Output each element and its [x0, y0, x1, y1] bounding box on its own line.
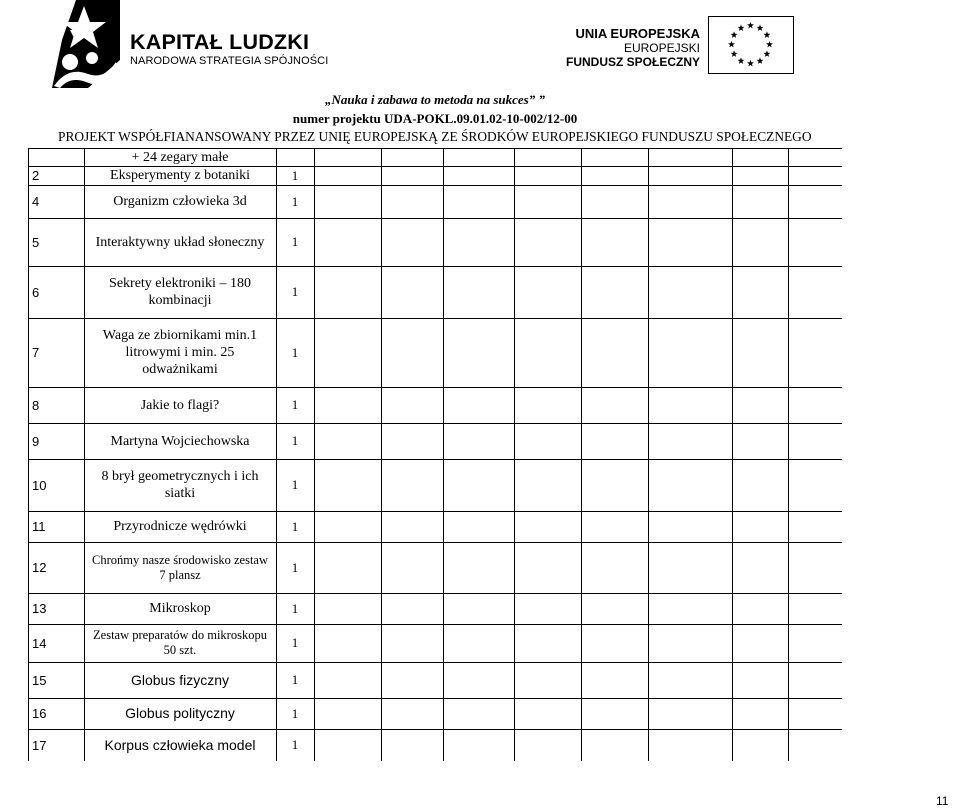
- item-name: Chrońmy nasze środowisko zestaw 7 plansz: [91, 552, 268, 582]
- eu-logo-line1: UNIA EUROPEJSKA: [575, 26, 700, 41]
- item-name: Organizm człowieka 3d: [113, 194, 247, 209]
- item-name: Mikroskop: [149, 601, 211, 616]
- item-name: Korpus człowieka model: [104, 736, 256, 753]
- row-number: 8: [32, 397, 40, 413]
- kapital-ludzki-logo: [48, 0, 328, 88]
- row-number: 7: [32, 345, 40, 360]
- item-quantity: 1: [291, 234, 299, 249]
- item-quantity: 1: [291, 559, 299, 575]
- row-number: 15: [32, 672, 47, 688]
- page-number: 11: [936, 794, 949, 808]
- item-quantity: 1: [291, 705, 299, 721]
- row-number: [28, 148, 84, 166]
- kapital-ludzki-subtitle: NARODOWA STRATEGIA SPÓJNOŚCI: [130, 55, 329, 67]
- item-name: + 24 zegary małe: [131, 149, 229, 165]
- row-number: 14: [32, 635, 47, 651]
- eu-logo-line2: EUROPEJSKI: [623, 41, 700, 55]
- row-number: 2: [32, 168, 40, 183]
- item-name: Martyna Wojciechowska: [110, 433, 250, 449]
- row-number: 17: [32, 737, 47, 753]
- item-name: Zestaw preparatów do mikroskopu 50 szt.: [93, 628, 267, 657]
- item-quantity: [276, 148, 314, 166]
- equipment-table: [28, 148, 842, 761]
- item-name: Przyrodnicze wędrówki: [113, 519, 247, 534]
- item-quantity: 1: [291, 635, 299, 650]
- item-quantity: 1: [291, 672, 299, 687]
- row-number: 12: [32, 560, 47, 575]
- item-name: Waga ze zbiornikami min.1 litrowymi i min. 25 odważnikami: [102, 328, 258, 377]
- row-number: 6: [32, 284, 40, 300]
- item-quantity: 1: [291, 397, 299, 412]
- row-number: 5: [32, 234, 40, 250]
- eu-flag-icon: [708, 16, 794, 74]
- project-number: numer projektu UDA-POKL.09.01.02-10-002/12-00: [292, 111, 578, 126]
- eu-logo-line3: FUNDUSZ SPOŁECZNY: [565, 55, 700, 69]
- item-name: 8 brył geometrycznych i ich siatki: [101, 469, 259, 501]
- item-name: Jakie to flagi?: [140, 397, 220, 413]
- row-number: 13: [32, 601, 47, 616]
- item-quantity: 1: [291, 600, 299, 616]
- kapital-ludzki-emblem-icon: [48, 0, 120, 88]
- item-quantity: 1: [291, 737, 299, 752]
- kapital-ludzki-title: KAPITAŁ LUDZKI: [130, 30, 310, 54]
- row-number: 10: [32, 477, 47, 493]
- item-name: Globus polityczny: [125, 705, 235, 721]
- item-quantity: 1: [291, 518, 299, 534]
- item-quantity: 1: [291, 433, 299, 448]
- row-number: 11: [32, 519, 46, 534]
- item-quantity: 1: [291, 477, 299, 492]
- item-name: Interaktywny układ słoneczny: [95, 234, 265, 250]
- eu-logo: [560, 14, 800, 76]
- item-quantity: 1: [291, 344, 299, 360]
- item-quantity: 1: [291, 284, 299, 299]
- item-name: Eksperymenty z botaniki: [110, 168, 250, 183]
- item-name: Globus fizyczny: [130, 671, 230, 688]
- item-quantity: 1: [291, 193, 299, 209]
- row-number: 4: [32, 194, 40, 209]
- row-number: 16: [32, 706, 47, 721]
- item-quantity: 1: [291, 167, 299, 183]
- row-number: 9: [32, 433, 40, 449]
- project-name: „Nauka i zabawa to metoda na sukces” ”: [325, 92, 545, 107]
- cofinance-notice: PROJEKT WSPÓŁFIANANSOWANY PRZEZ UNIĘ EUROPEJSKĄ ZE ŚRODKÓW EUROPEJSKIEGO FUNDUSZU SPOŁECZNEGO: [58, 129, 812, 144]
- item-name: Sekrety elektroniki – 180 kombinacji: [109, 276, 251, 308]
